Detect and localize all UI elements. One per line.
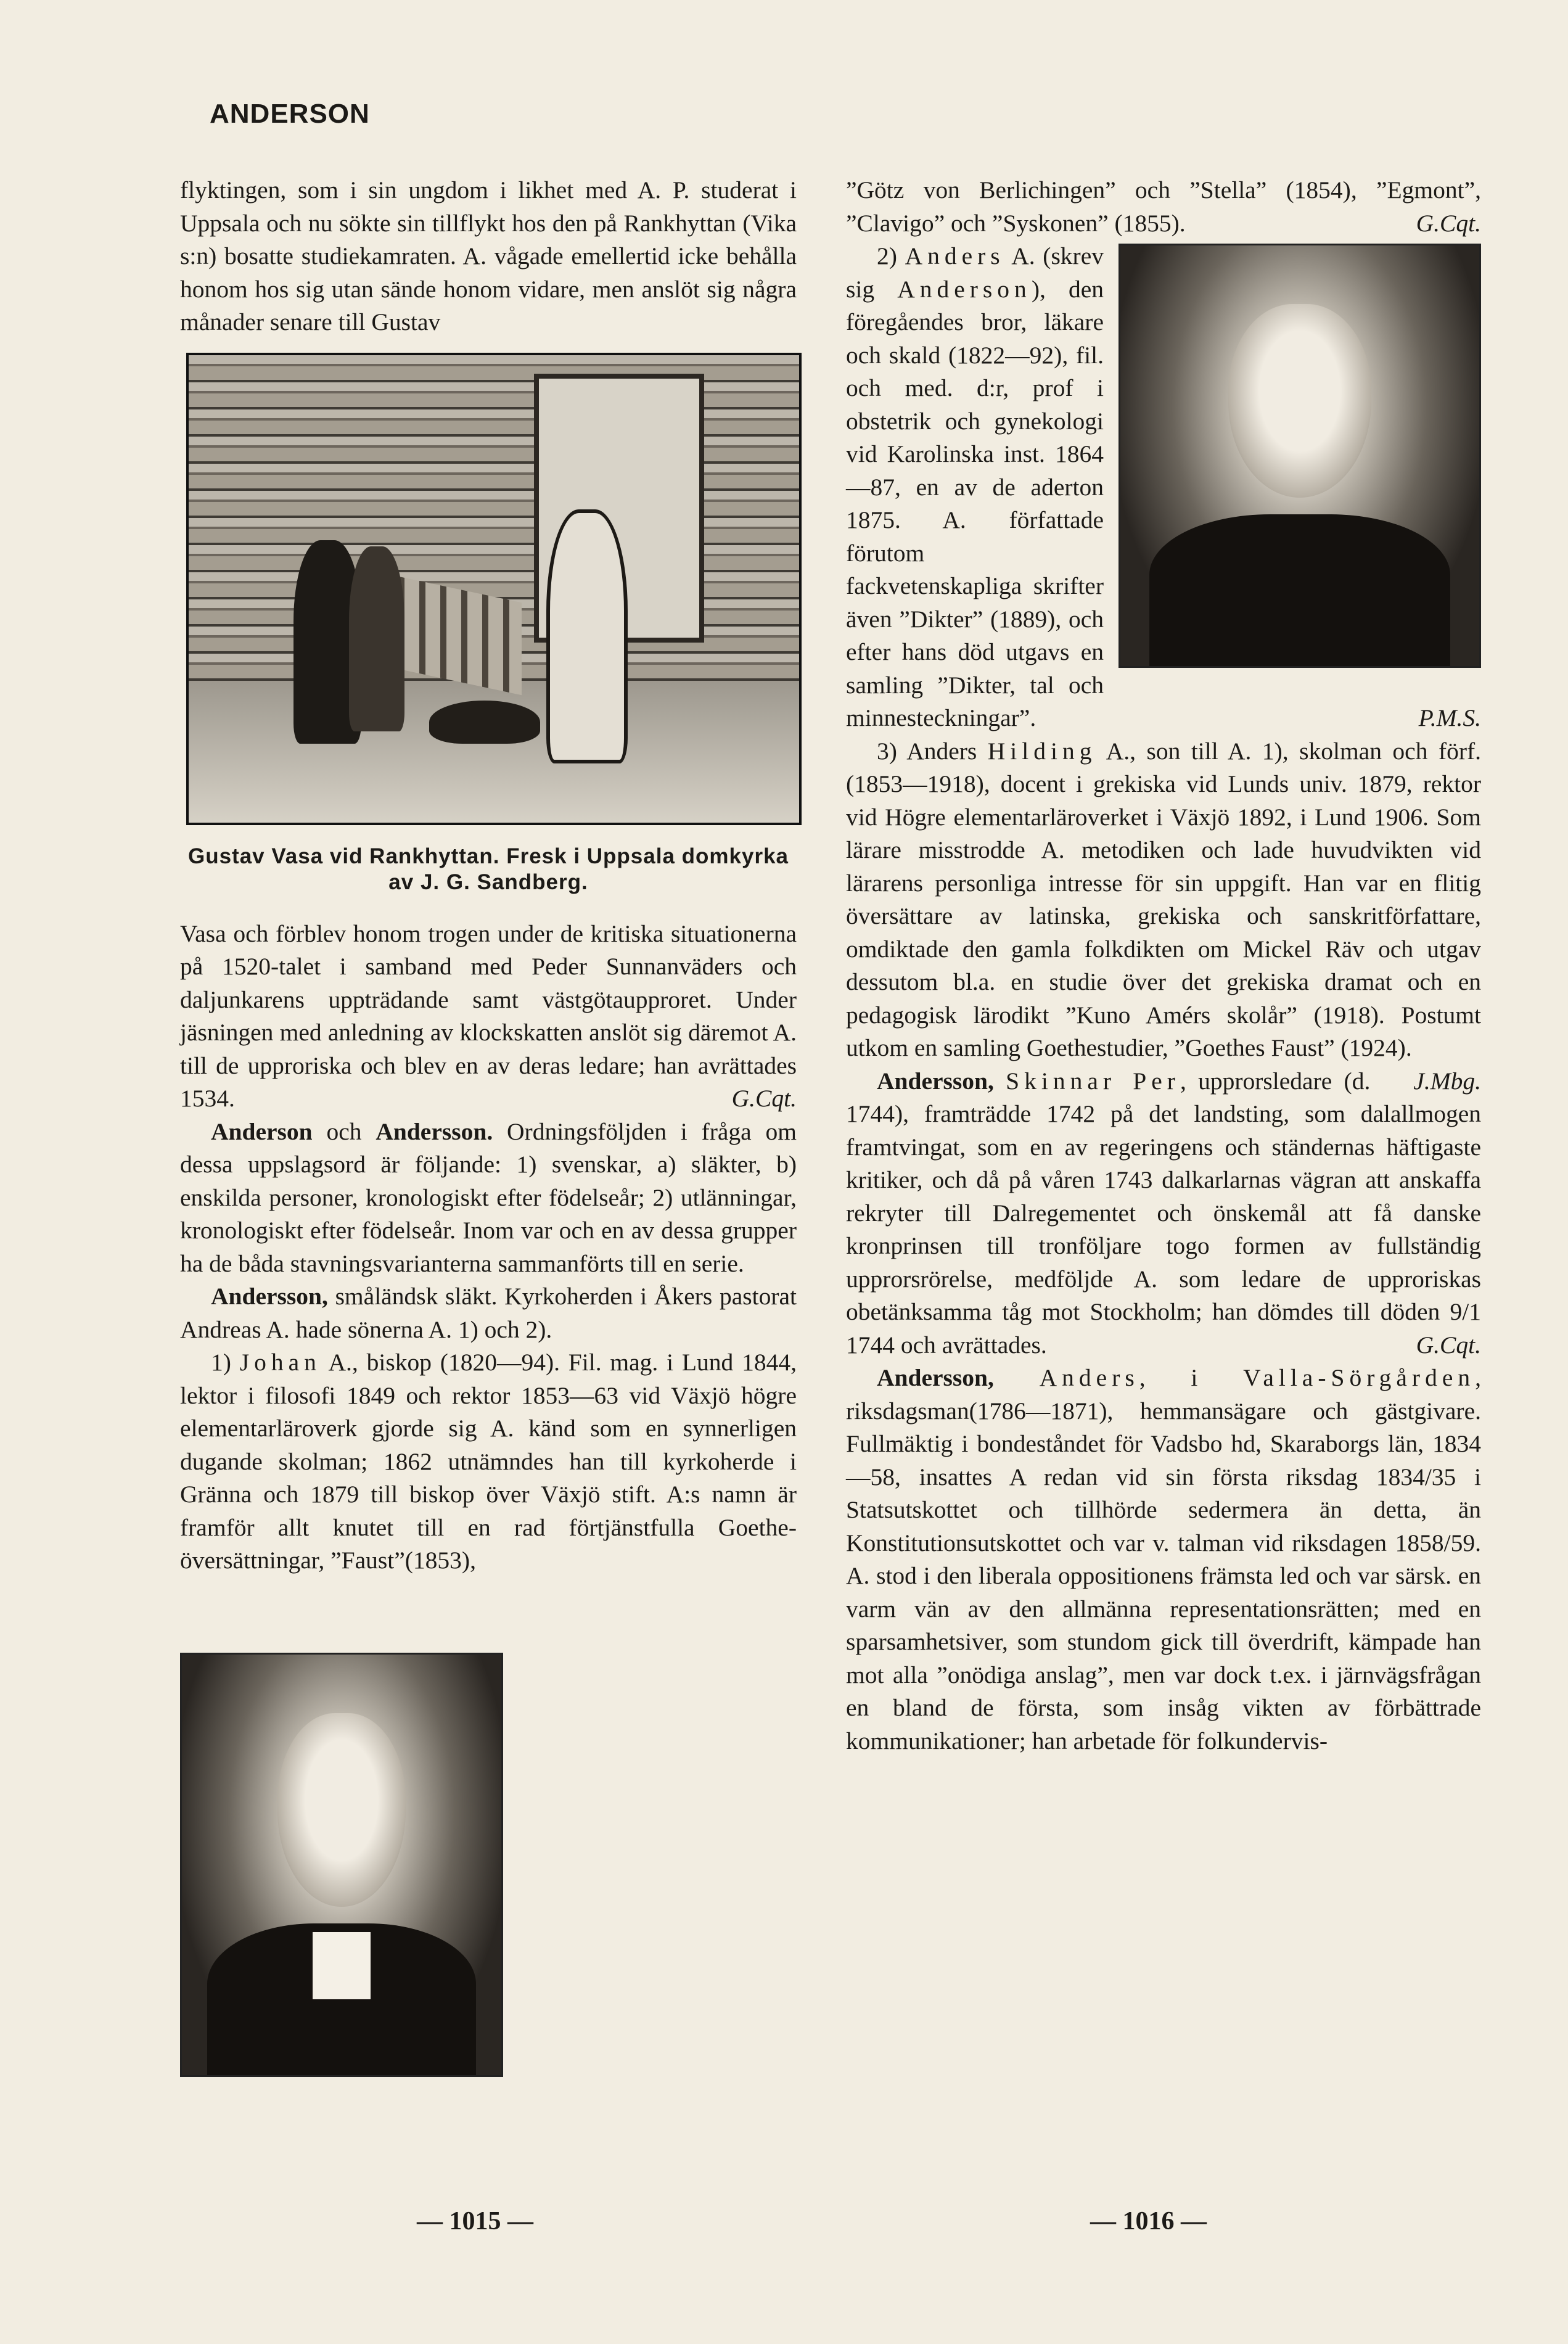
page-number-right: — 1016 —: [1090, 2207, 1207, 2235]
paragraph-flyktingen: flyktingen, som i sin ungdom i likhet med A. P. studerat i Uppsala och nu sökte sin tillflykt hos den på Rankhyttan (Vika s:n) bosatte studiekamraten. A. vågade emellertid icke behålla honom hos sig utan sände honom vidare, men anslöt sig några månader senare till Gustav: [180, 176, 797, 335]
entry-name-spaced: Anders: [905, 242, 1005, 269]
entry-headword: Andersson.: [376, 1117, 493, 1145]
entry-text: A., biskop (1820—94). Fil. mag. i Lund 1844, lektor i filosofi 1849 och rektor 1853—63 vid Växjö högre elementarläroverk gjorde sig A. känd som en synnerligen dugande skolman; 1862 utnämndes han till kyrkoherde i Gränna och 1879 till biskop över Växjö stift. A:s namn är framför allt knutet till en rad förtjänstfulla Goethe-översättningar, ”Faust”(1853),: [180, 1349, 797, 1574]
entry-name-spaced: Johan: [239, 1349, 321, 1376]
portrait-anders-andersson: [1119, 244, 1481, 668]
fresco-illustration: [186, 353, 802, 825]
entry-anders: [846, 240, 1481, 735]
fresco-gate: [398, 576, 522, 695]
paragraph-goethe-continued: [846, 174, 1481, 240]
entry-text: Ordningsföljden i fråga om dessa uppslagsord är följande: 1) svenskar, a) släkter, b) enskilda personer, kronologiskt efter födelseår; 2) utlänningar, kronologiskt efter födelseår. Inom var och en av dessa grupper ha de båda stavningsvarianterna sammanförts till en serie.: [180, 1117, 797, 1277]
entry-text: A., son till A. 1), skolman och förf. (1853—1918), docent i grekiska vid Lunds univ. 1879, rektor vid Högre elementarläroverket i Växjö 1892, i Lund 1906. Som lärare misstrodde A. metodiken och lade huvudvikten vid lärarens personliga intresse för sin uppgift. Han var en flitig översättare av latinska, grekiska och sanskritförfattare, omdiktade den gamla folkdikten om Mickel Räv och utgav dessutom bl.a. en studie över det grekiska dramat och en pedagogisk lärodikt ”Kuno Amérs skolår” (1918). Postumt utkom en samling Goethestudier, ”Goethes Faust” (1924).: [846, 737, 1482, 1061]
entry-name-spaced: Skinnar Per: [1006, 1067, 1180, 1095]
paragraph-text: ”Götz von Berlichingen” och ”Stella” (1854), ”Egmont”, ”Clavigo” och ”Syskonen” (1855).: [846, 176, 1481, 237]
portrait-coat: [1149, 514, 1451, 666]
signature: P.M.S.: [1418, 704, 1481, 731]
page-number-left: — 1015 —: [417, 2207, 533, 2235]
entry-number: 2): [877, 242, 905, 269]
entry-number: 3) Anders: [877, 737, 988, 765]
entry-name-spaced: Hilding: [987, 737, 1097, 765]
paragraph-vasa-text: Vasa och förblev honom trogen under de kritiska situationerna på 1520-talet i samband med Peder Sunnanväders och daljunkarens uppträdande samt västgötaupproret. Under jäsningen med anledning av klockskatten anslöt sig däremot A. till de upproriska och blev en av deras ledare; han avrättades 1534.: [180, 919, 797, 1112]
signature: G.Cqt.: [1416, 209, 1481, 237]
entry-valla-sorgarden: [846, 1362, 1481, 1758]
entry-johan: [180, 1346, 797, 1577]
portrait-face: [277, 1713, 405, 1907]
portrait-face: [1228, 304, 1372, 498]
figure-caption: Gustav Vasa vid Rankhyttan. Fresk i Uppsala domkyrka av J. G. Sandberg.: [187, 844, 789, 894]
signature: J.Mbg.: [1413, 1067, 1481, 1095]
entry-headword: Andersson,: [877, 1067, 994, 1095]
paragraph-vasa: [180, 918, 797, 1116]
entry-text: , riksdagsman(1786—1871), hemmansägare och gästgivare. Fullmäktig i bondeståndet för Vadsbo hd, Skaraborgs län, 1834—58, insattes A redan vid sin första riksdag 1834/35 i Statsutskottet och tillhörde sedermera än detta, än Konstitutionsutskottet och var v. talman vid riksdagen 1858/59. A. stod i den liberala oppositionens främsta led och var särsk. en varm vän av den allmänna representationsrätten; med en sparsamhetsiver, som stundom gick till överdrift, kämpade han mot alla ”onödiga anslag”, men var dock t.ex. i järnvägsfrågan en bland de första, som insåg vikten av förbättrade kommunikationer; han arbetade för folkundervis-: [846, 1364, 1481, 1754]
signature: G.Cqt.: [1416, 1331, 1481, 1359]
entry-number: 1): [211, 1349, 240, 1376]
portrait-johan-andersson: [180, 1653, 503, 2077]
entry-text: ), den föregåendes bror, läkare och skald (1822—92), fil. och med. d:r, prof i obstetrik och gynekologi vid Karolinska inst. 1864—87, en av de aderton 1875. A. författade förutom fackvetenskapliga skrifter även ”Dikter” (1889), och efter hans död utgavs en samling ”Dikter, tal och minnesteckningar”.: [846, 275, 1104, 731]
entry-text: småländsk släkt. Kyrkoherden i Åkers pastorat Andreas A. hade sönerna A. 1) och 2).: [180, 1283, 797, 1343]
signature: G.Cqt.: [731, 1085, 797, 1112]
running-head: ANDERSON: [210, 99, 370, 129]
entry-headword: Anderson: [211, 1117, 313, 1145]
entry-text: A. (skrev sig: [846, 242, 1104, 303]
entry-connector: och: [312, 1117, 376, 1145]
portrait-collar: [313, 1932, 370, 1999]
entry-name-spaced: Anders: [1039, 1364, 1139, 1391]
entry-text: , i: [1139, 1364, 1244, 1391]
fresco-figure-middle: [349, 546, 404, 731]
entry-family: [180, 1280, 797, 1346]
fresco-dog: [429, 701, 540, 744]
entry-skinnar-per: [846, 1065, 1481, 1362]
entry-headword: Andersson,: [211, 1283, 328, 1310]
left-column: [180, 174, 797, 1577]
entry-headword: Andersson,: [877, 1364, 994, 1391]
entry-text: , upprorsledare (d. 1744), framträdde 1742 på det landsting, som dalallmogen framtvingat, som en av regeringens och ständernas häftigaste kritiker, och då på våren 1743 dalkarlarnas vägran att anskaffa rekryter till Dalregementet och önskemål att få danske kronprinsen till tronföljare togo formen av fullständig upprorsrörelse, medföljde A. som ledare de upproriskas obetänksamma tåg mot Stockholm; han dömdes till döden 9/1 1744 och avrättades.: [846, 1067, 1481, 1359]
right-column: [846, 174, 1481, 1758]
entry-name-spaced: Anderson: [897, 275, 1032, 303]
entry-anderson-andersson: [180, 1116, 797, 1281]
fresco-figure-right: [546, 509, 628, 763]
entry-place-spaced: Valla-Sörgården: [1243, 1364, 1476, 1391]
